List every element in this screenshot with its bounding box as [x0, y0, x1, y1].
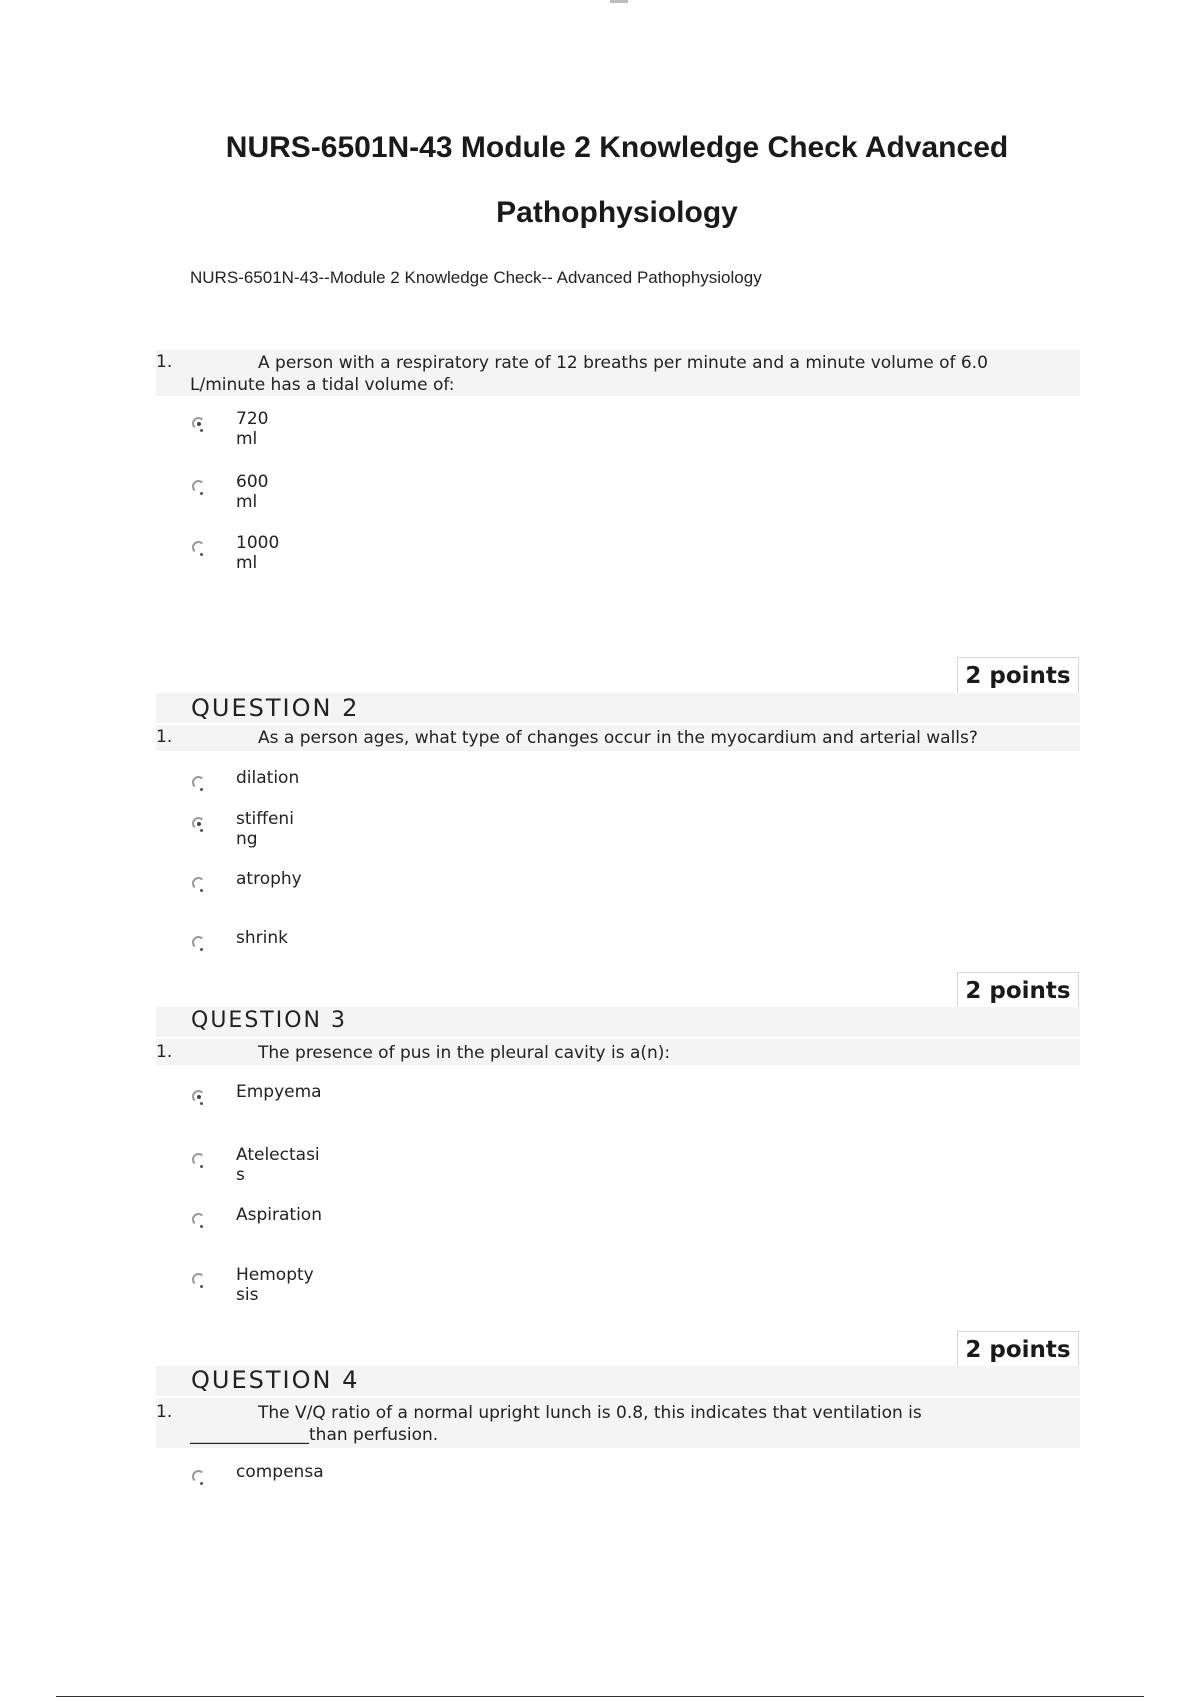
radio-button-icon[interactable] — [192, 541, 205, 554]
question-4-text-line-1: The V/Q ratio of a normal upright lunch is 0.8, this indicates that ventilation is — [258, 1403, 922, 1423]
question-4-text-line-2: ______________than perfusion. — [190, 1425, 439, 1445]
page-top-mark — [610, 0, 628, 3]
radio-button-selected-icon[interactable] — [192, 1090, 205, 1103]
question-2-number: 1. — [156, 727, 173, 747]
radio-button-selected-icon[interactable] — [192, 817, 205, 830]
option-label: dilation — [236, 768, 300, 788]
document-title-line-1: NURS-6501N-43 Module 2 Knowledge Check Advanced — [225, 131, 1009, 164]
radio-button-icon[interactable] — [192, 1213, 205, 1226]
question-1-number: 1. — [156, 352, 173, 372]
question-3-text-line-1: The presence of pus in the pleural cavity is a(n): — [258, 1043, 671, 1063]
option-label: 600 ml — [236, 472, 269, 512]
question-3-points: 2 points — [957, 1331, 1079, 1369]
option-label: shrink — [236, 928, 288, 948]
question-2-text-line-1: As a person ages, what type of changes occur in the myocardium and arterial walls? — [258, 728, 978, 748]
question-4-text — [190, 1402, 1080, 1446]
question-4-header: QUESTION 4 — [191, 1366, 360, 1394]
question-2-points: 2 points — [957, 972, 1079, 1010]
option-label: 720 ml — [236, 409, 269, 449]
question-1-text-line-2: L/minute has a tidal volume of: — [190, 375, 455, 395]
page-bottom-rule — [56, 1696, 1144, 1697]
radio-button-icon[interactable] — [192, 776, 205, 789]
question-2-header: QUESTION 2 — [191, 694, 360, 722]
radio-button-icon[interactable] — [192, 1153, 205, 1166]
question-1-text-line-1: A person with a respiratory rate of 12 breaths per minute and a minute volume of 6.0 — [258, 353, 988, 373]
option-label: stiffening — [236, 809, 294, 849]
radio-button-icon[interactable] — [192, 1273, 205, 1286]
option-label: compensa — [236, 1462, 324, 1482]
option-label: Hemoptysis — [236, 1265, 314, 1305]
radio-button-icon[interactable] — [192, 480, 205, 493]
radio-button-icon[interactable] — [192, 877, 205, 890]
option-label: Aspiration — [236, 1205, 322, 1225]
option-label: 1000 ml — [236, 533, 280, 573]
document-title-line-2: Pathophysiology — [496, 196, 738, 229]
question-3-number: 1. — [156, 1042, 173, 1062]
question-4-number: 1. — [156, 1402, 173, 1422]
question-1-text — [190, 352, 1080, 396]
radio-button-selected-icon[interactable] — [192, 417, 205, 430]
radio-button-icon[interactable] — [192, 1470, 205, 1483]
question-1-points: 2 points — [957, 657, 1079, 695]
document-subtitle: NURS-6501N-43--Module 2 Knowledge Check-- Advanced Pathophysiology — [190, 268, 762, 287]
question-3-text — [190, 1042, 1080, 1064]
option-label: Atelectasis — [236, 1145, 320, 1185]
question-3-header: QUESTION 3 — [191, 1008, 347, 1033]
option-label: Empyema — [236, 1082, 322, 1102]
question-2-text — [190, 727, 1080, 749]
option-label: atrophy — [236, 869, 302, 889]
radio-button-icon[interactable] — [192, 936, 205, 949]
